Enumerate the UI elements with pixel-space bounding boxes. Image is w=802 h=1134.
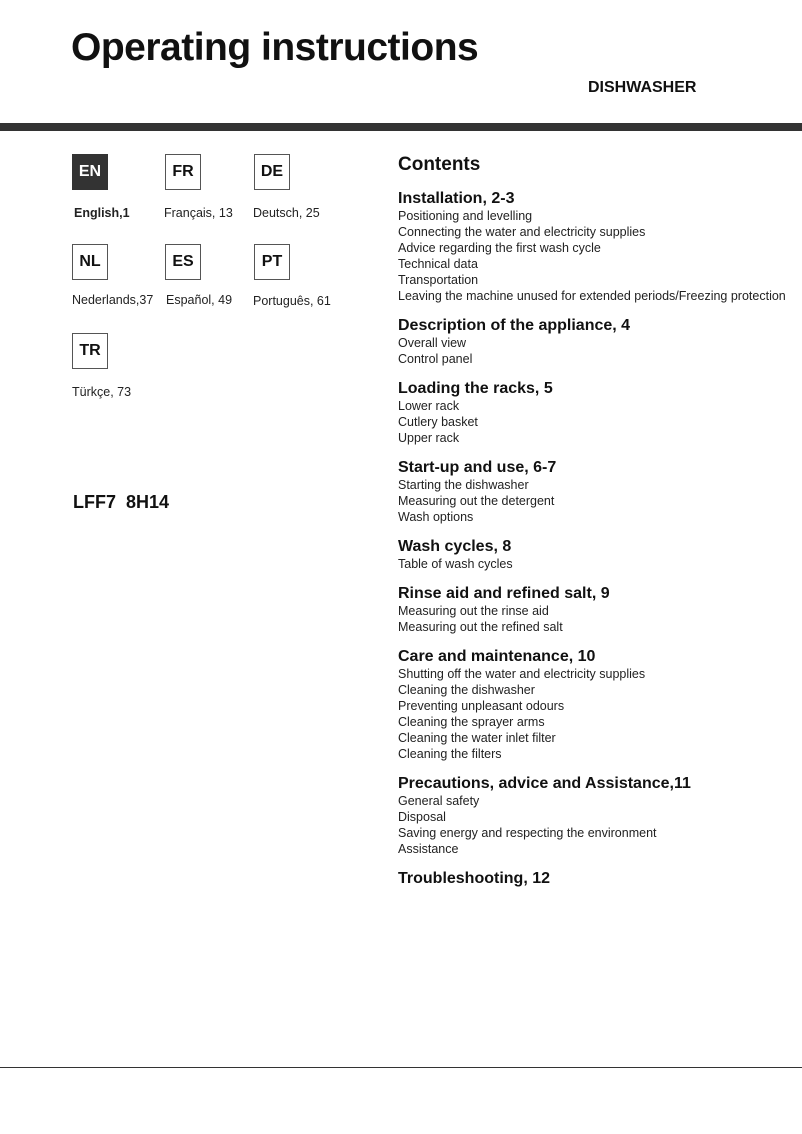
toc-item[interactable]: Lower rack bbox=[398, 399, 460, 413]
toc-item[interactable]: Advice regarding the first wash cycle bbox=[398, 241, 601, 255]
language-button-nl[interactable]: NL bbox=[72, 244, 108, 280]
toc-section-description bbox=[398, 316, 788, 367]
toc-section-loading bbox=[398, 379, 788, 446]
language-label-en: English,1 bbox=[74, 206, 130, 220]
language-label-tr: Türkçe, 73 bbox=[72, 385, 132, 399]
toc-item[interactable]: Control panel bbox=[398, 352, 473, 366]
toc-item[interactable]: Measuring out the rinse aid bbox=[398, 604, 549, 618]
toc-item[interactable]: General safety bbox=[398, 794, 480, 808]
footer-divider bbox=[0, 1067, 802, 1068]
toc-item[interactable]: Cutlery basket bbox=[398, 415, 478, 429]
toc-section-care bbox=[398, 647, 788, 762]
toc-section-title[interactable]: Rinse aid and refined salt, 9 bbox=[398, 585, 610, 602]
toc-item[interactable]: Transportation bbox=[398, 273, 479, 287]
toc-item[interactable]: Upper rack bbox=[398, 431, 460, 445]
language-label-fr: Français, 13 bbox=[164, 206, 233, 220]
language-button-de[interactable]: DE bbox=[254, 154, 290, 190]
toc-section-title[interactable]: Troubleshooting, 12 bbox=[398, 870, 551, 887]
toc-section-title[interactable]: Start-up and use, 6-7 bbox=[398, 459, 557, 476]
language-label-de: Deutsch, 25 bbox=[253, 206, 320, 220]
toc-section-installation bbox=[398, 189, 788, 304]
toc-section-title[interactable]: Precautions, advice and Assistance,11 bbox=[398, 775, 691, 792]
language-label-es: Español, 49 bbox=[166, 293, 233, 307]
toc-section-precautions bbox=[398, 774, 788, 857]
table-of-contents bbox=[398, 153, 788, 900]
toc-section-startup bbox=[398, 458, 788, 525]
model-number: LFF7 8H14 bbox=[73, 492, 170, 512]
toc-item[interactable]: Assistance bbox=[398, 842, 459, 856]
toc-item[interactable]: Wash options bbox=[398, 510, 474, 524]
language-button-tr[interactable]: TR bbox=[72, 333, 108, 369]
contents-heading: Contents bbox=[398, 154, 481, 175]
toc-item[interactable]: Connecting the water and electricity supplies bbox=[398, 225, 646, 239]
toc-section-title[interactable]: Loading the racks, 5 bbox=[398, 380, 553, 397]
toc-item[interactable]: Saving energy and respecting the environment bbox=[398, 826, 657, 840]
toc-item[interactable]: Cleaning the dishwasher bbox=[398, 683, 535, 697]
toc-item[interactable]: Measuring out the detergent bbox=[398, 494, 555, 508]
toc-item[interactable]: Measuring out the refined salt bbox=[398, 620, 563, 634]
toc-item[interactable]: Cleaning the filters bbox=[398, 747, 502, 761]
toc-item[interactable]: Table of wash cycles bbox=[398, 557, 513, 571]
page-title: Operating instructions bbox=[71, 26, 479, 69]
toc-section-title[interactable]: Installation, 2-3 bbox=[398, 190, 515, 207]
language-button-pt[interactable]: PT bbox=[254, 244, 290, 280]
toc-item[interactable]: Preventing unpleasant odours bbox=[398, 699, 565, 713]
toc-section-troubleshooting bbox=[398, 869, 788, 888]
header-divider bbox=[0, 123, 802, 131]
toc-section-title[interactable]: Care and maintenance, 10 bbox=[398, 648, 596, 665]
toc-item[interactable]: Disposal bbox=[398, 810, 446, 824]
toc-item[interactable]: Leaving the machine unused for extended periods/Freezing protection bbox=[398, 289, 786, 303]
document-subtitle: DISHWASHER bbox=[588, 79, 697, 96]
toc-section-title[interactable]: Description of the appliance, 4 bbox=[398, 317, 631, 334]
toc-section-title[interactable]: Wash cycles, 8 bbox=[398, 538, 512, 555]
toc-section-wash-cycles bbox=[398, 537, 788, 572]
language-label-nl: Nederlands,37 bbox=[72, 293, 154, 307]
toc-item[interactable]: Technical data bbox=[398, 257, 478, 271]
toc-section-rinse-aid bbox=[398, 584, 788, 635]
toc-item[interactable]: Starting the dishwasher bbox=[398, 478, 529, 492]
toc-item[interactable]: Cleaning the sprayer arms bbox=[398, 715, 545, 729]
toc-item[interactable]: Positioning and levelling bbox=[398, 209, 533, 223]
toc-item[interactable]: Shutting off the water and electricity supplies bbox=[398, 667, 646, 681]
toc-item[interactable]: Overall view bbox=[398, 336, 467, 350]
language-label-pt: Português, 61 bbox=[253, 294, 331, 308]
language-button-fr[interactable]: FR bbox=[165, 154, 201, 190]
toc-item[interactable]: Cleaning the water inlet filter bbox=[398, 731, 556, 745]
language-button-en[interactable]: EN bbox=[72, 154, 108, 190]
language-button-es[interactable]: ES bbox=[165, 244, 201, 280]
